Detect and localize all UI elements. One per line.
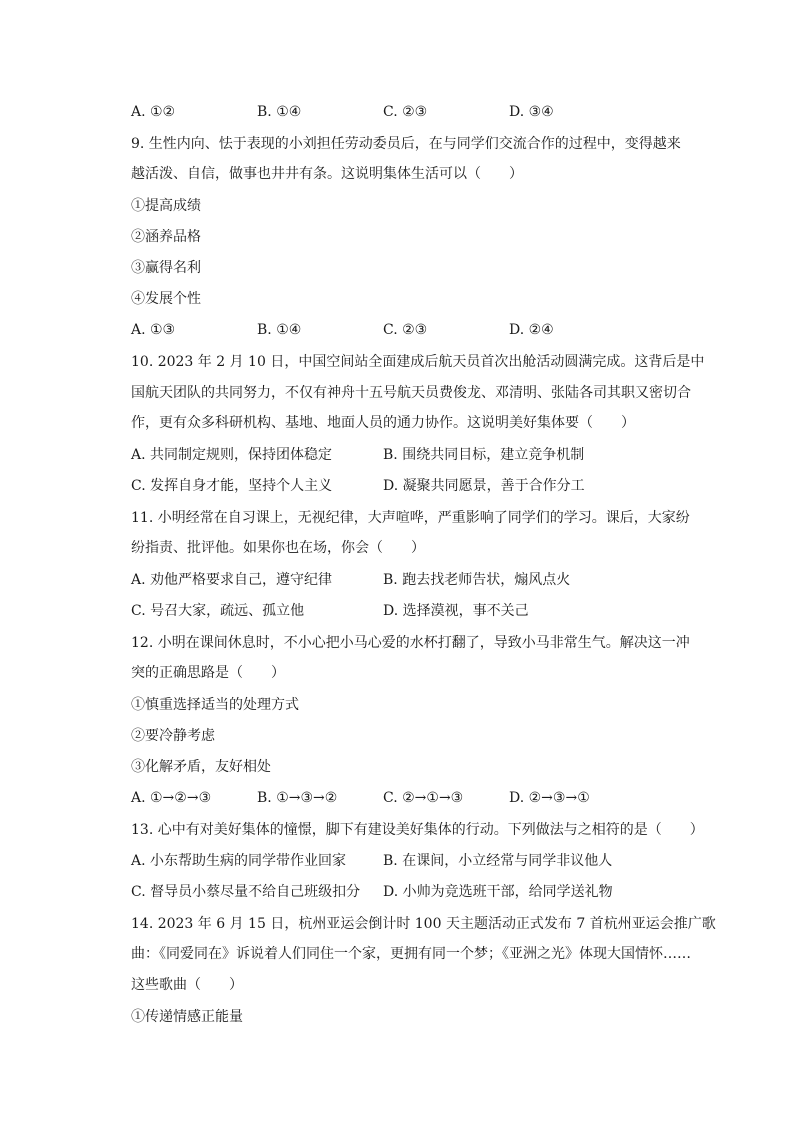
q9-option-d: D. ②④ xyxy=(509,322,554,338)
q9-option-a: A. ①③ xyxy=(131,322,176,338)
q10-option-a: A. 共同制定规则，保持团体稳定 xyxy=(131,447,333,463)
q9-stem-line-1: 9. 生性内向、怯于表现的小刘担任劳动委员后，在与同学们交流合作的过程中，变得越来 xyxy=(131,136,681,152)
top-option-a: A. ①② xyxy=(131,104,176,120)
q9-option-c: C. ②③ xyxy=(383,322,428,338)
top-option-d: D. ③④ xyxy=(509,104,554,120)
q11-stem-line-2: 纷指责、批评他。如果你也在场，你会（ ） xyxy=(131,540,425,556)
q14-stem-line-2: 曲：《同爱同在》诉说着人们同住一个家，更拥有同一个梦；《亚洲之光》体现大国情怀…… xyxy=(131,946,691,962)
q13-option-c: C. 督导员小蔡尽量不给自己班级扣分 xyxy=(131,884,361,900)
q12-item-1: ①慎重选择适当的处理方式 xyxy=(131,697,299,713)
q11-option-b: B. 跑去找老师告状，煽风点火 xyxy=(383,572,571,588)
q11-stem-line-1: 11. 小明经常在自习课上，无视纪律，大声喧哗，严重影响了同学们的学习。课后，大家纷 xyxy=(131,510,690,526)
top-option-b: B. ①④ xyxy=(257,104,302,120)
q12-item-2: ②要冷静考虑 xyxy=(131,728,215,744)
q12-option-b: B. ①→③→② xyxy=(257,790,338,806)
q14-item-1: ①传递情感正能量 xyxy=(131,1009,243,1025)
q12-stem-line-2: 突的正确思路是（ ） xyxy=(131,665,285,681)
top-option-c: C. ②③ xyxy=(383,104,428,120)
q11-option-d: D. 选择漠视，事不关己 xyxy=(383,603,529,619)
q10-stem-line-3: 作，更有众多科研机构、基地、地面人员的通力协作。这说明美好集体要（ ） xyxy=(131,415,635,431)
q9-item-3: ③赢得名利 xyxy=(131,260,201,276)
q9-item-2: ②涵养品格 xyxy=(131,229,201,245)
q12-option-d: D. ②→③→① xyxy=(509,790,590,806)
q12-stem-line-1: 12. 小明在课间休息时，不小心把小马心爱的水杯打翻了，导致小马非常生气。解决这一冲 xyxy=(131,635,690,651)
q9-item-4: ④发展个性 xyxy=(131,291,201,307)
q9-item-1: ①提高成绩 xyxy=(131,198,201,214)
q11-option-a: A. 劝他严格要求自己，遵守纪律 xyxy=(131,572,333,588)
q12-option-c: C. ②→①→③ xyxy=(383,790,464,806)
q13-stem-line-1: 13. 心中有对美好集体的憧憬，脚下有建设美好集体的行动。下列做法与之相符的是（ ） xyxy=(131,822,704,838)
q10-option-b: B. 围绕共同目标，建立竞争机制 xyxy=(383,447,585,463)
q11-option-c: C. 号召大家，疏远、孤立他 xyxy=(131,603,305,619)
q10-option-c: C. 发挥自身才能，坚持个人主义 xyxy=(131,478,333,494)
q12-option-a: A. ①→②→③ xyxy=(131,790,212,806)
q12-item-3: ③化解矛盾，友好相处 xyxy=(131,759,271,775)
q9-option-b: B. ①④ xyxy=(257,322,302,338)
q9-stem-line-2: 越活泼、自信，做事也井井有条。这说明集体生活可以（ ） xyxy=(131,166,523,182)
q13-option-a: A. 小东帮助生病的同学带作业回家 xyxy=(131,853,347,869)
q10-stem-line-1: 10. 2023 年 2 月 10 日，中国空间站全面建成后航天员首次出舱活动圆满完成。这背后是中 xyxy=(131,354,705,370)
q10-option-d: D. 凝聚共同愿景，善于合作分工 xyxy=(383,478,585,494)
q14-stem-line-3: 这些歌曲（ ） xyxy=(131,977,243,993)
q14-stem-line-1: 14. 2023 年 6 月 15 日，杭州亚运会倒计时 100 天主题活动正式发布 7 首杭州亚运会推广歌 xyxy=(131,916,716,932)
q13-option-d: D. 小帅为竞选班干部，给同学送礼物 xyxy=(383,884,613,900)
q13-option-b: B. 在课间，小立经常与同学非议他人 xyxy=(383,853,613,869)
q10-stem-line-2: 国航天团队的共同努力，不仅有神舟十五号航天员费俊龙、邓清明、张陆各司其职又密切合 xyxy=(131,385,691,401)
